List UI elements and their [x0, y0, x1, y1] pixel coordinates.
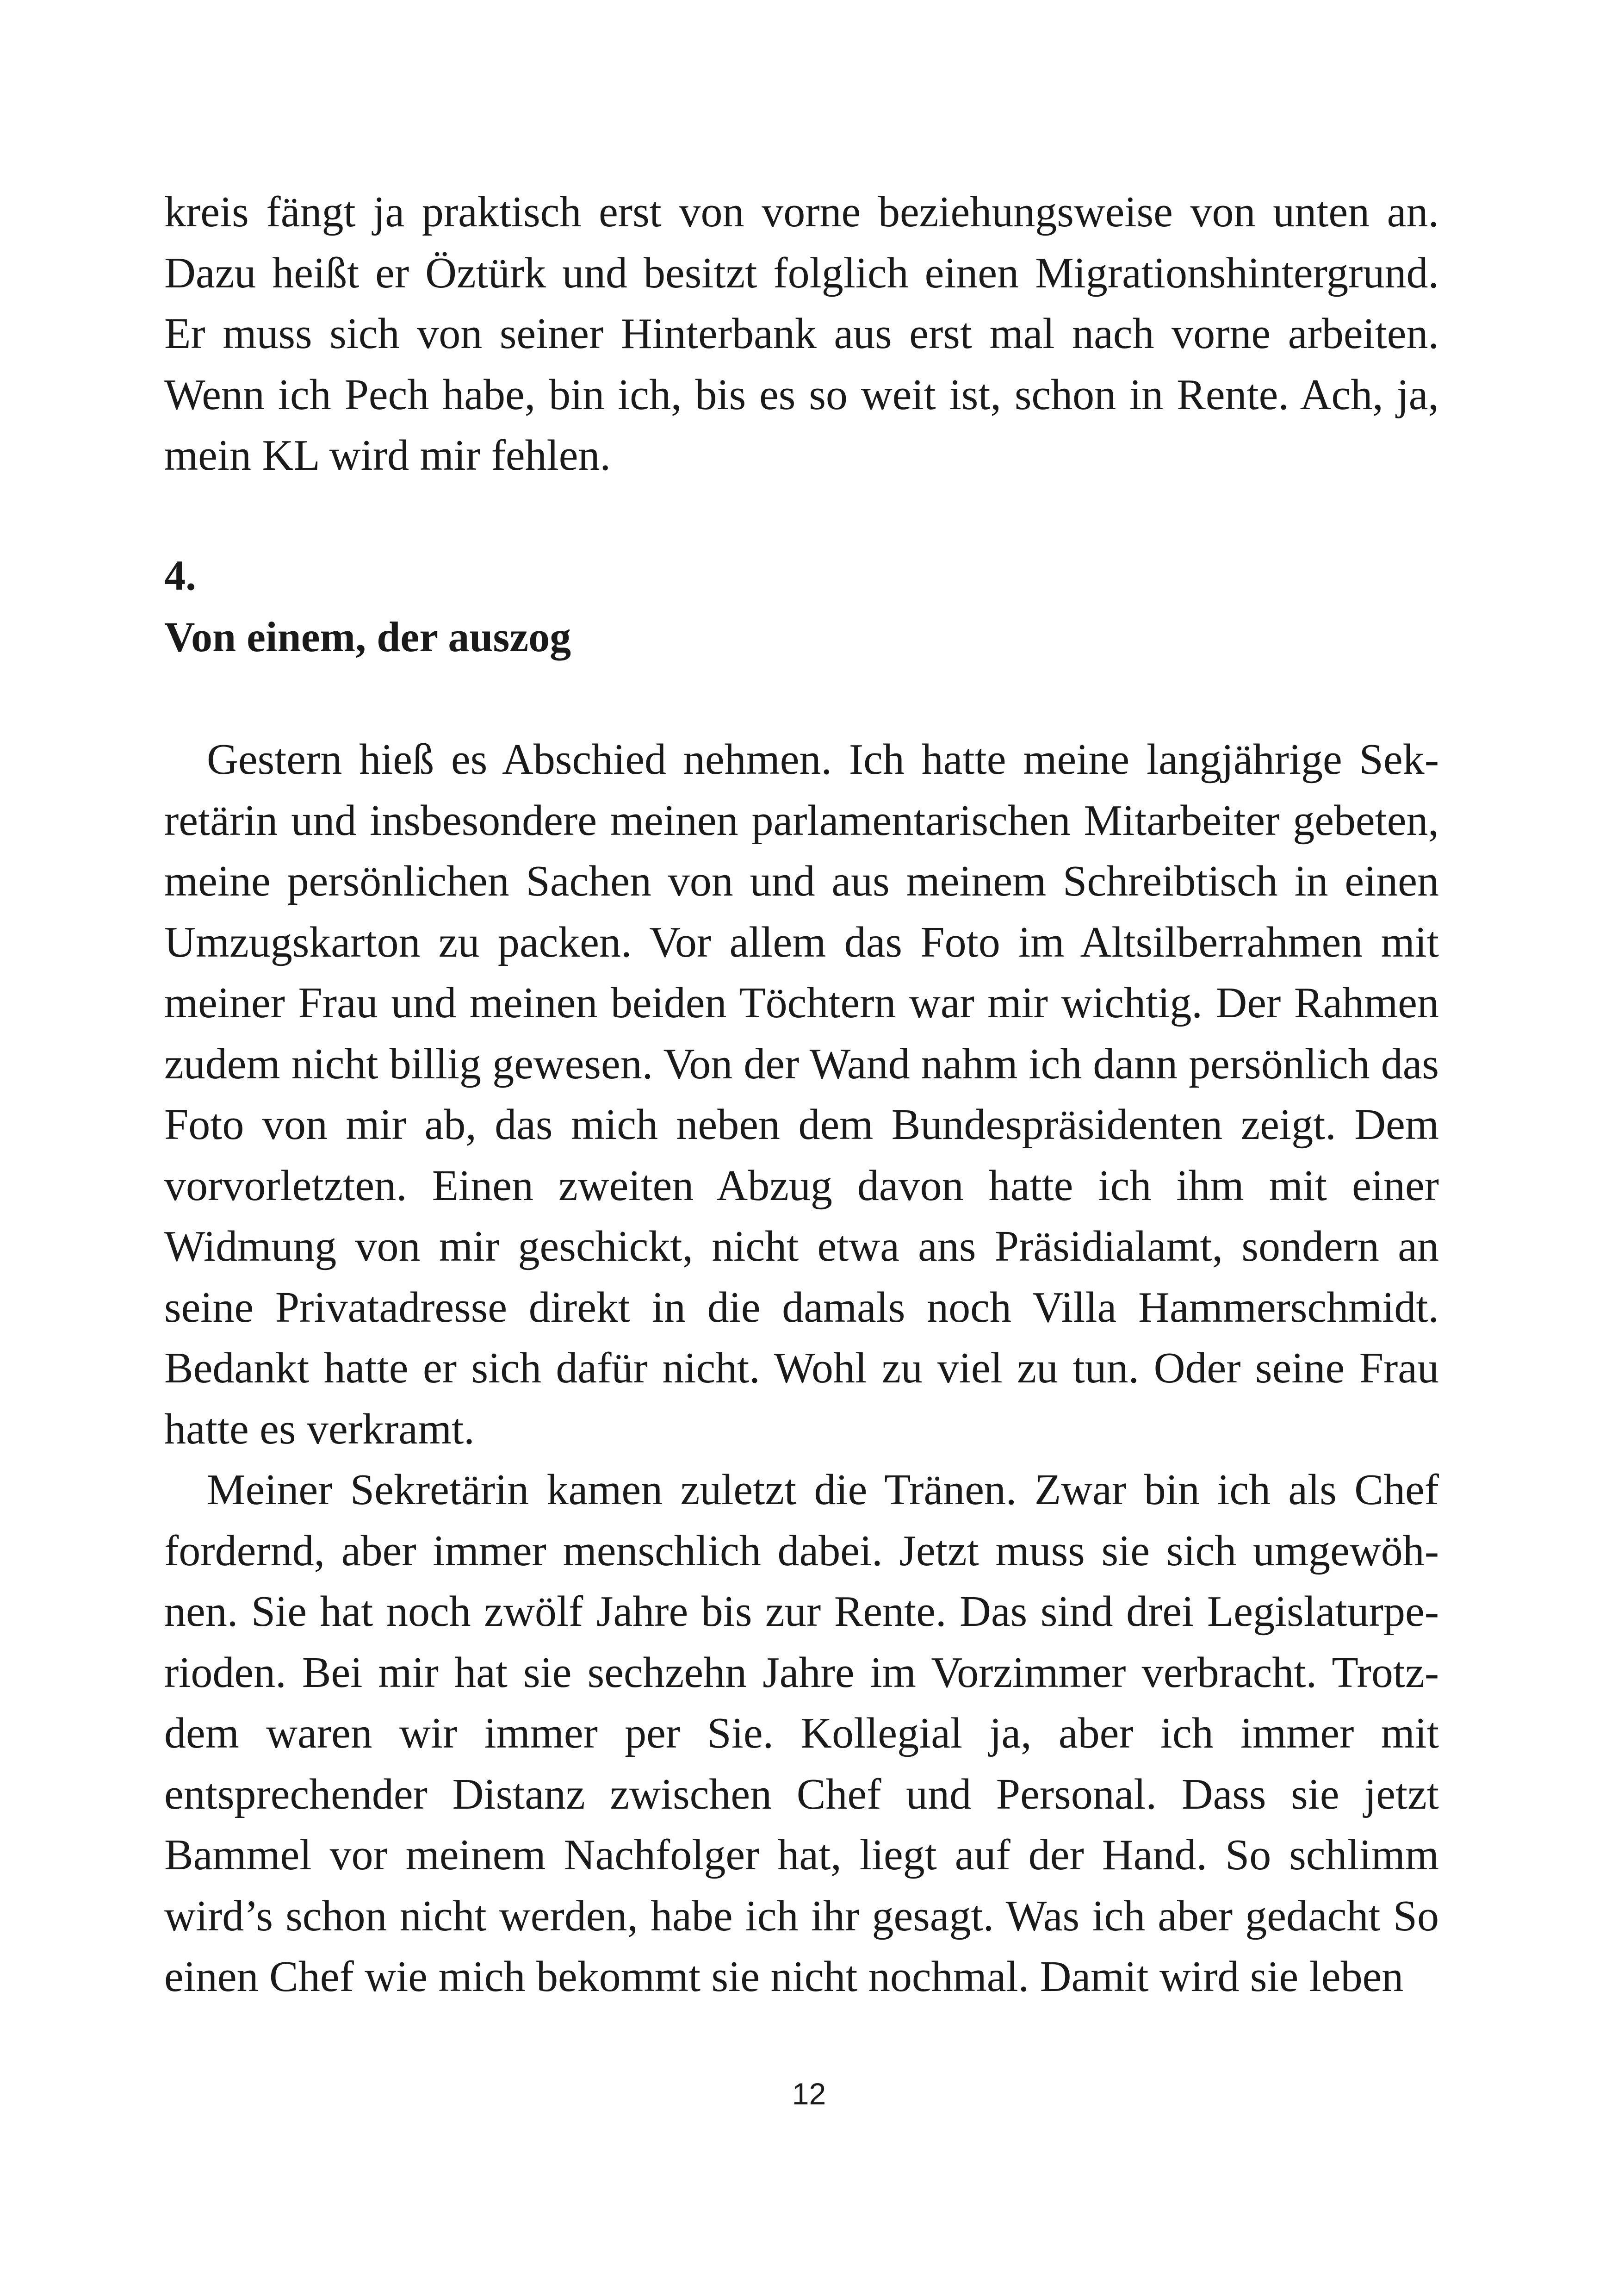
page-number: 12	[792, 2077, 826, 2111]
chapter-body	[164, 729, 1439, 2008]
intro-paragraph: kreis fängt ja praktisch erst von vorne beziehungsweise von unten an. Dazu heißt er Öztürk und besitzt folglich einen Migrationshintergrund. Er muss sich von seiner Hinterbank aus erst mal nach vorne arbeiten. Wenn ich Pech habe, bin ich, bis es so weit ist, schon in Rente. Ach, ja, mein KL wird mir fehlen.	[164, 188, 1439, 479]
body-paragraph-2: Meiner Sekretärin kamen zuletzt die Tränen. Zwar bin ich als Chef fordernd, aber immer menschlich dabei. Jetzt muss sie sich umgewöhnen. Sie hat noch zwölf Jahre bis zur Rente. Das sind drei Legislaturperioden. Bei mir hat sie sechzehn Jahre im Vorzimmer verbracht. Trotzdem waren wir immer per Sie. Kollegial ja, aber ich immer mit entsprechender Distanz zwischen Chef und Personal. Dass sie jetzt Bammel vor meinem Nachfolger hat, liegt auf der Hand. So schlimm wird’s schon nicht werden, habe ich ihr gesagt. Was ich aber gedacht So einen Chef wie mich bekommt sie nicht nochmal. Damit wird sie leben	[164, 1466, 1439, 2001]
chapter-title: Von einem, der auszog	[164, 613, 571, 660]
body-paragraph-1: Gestern hieß es Abschied nehmen. Ich hatte meine langjährige Sekretärin und insbesondere meinen parlamentarischen Mitarbeiter gebeten, meine persönlichen Sachen von und aus meinem Schreibtisch in einen Umzugskarton zu packen. Vor allem das Foto im Altsilberrahmen mit meiner Frau und meinen beiden Töchtern war mir wichtig. Der Rahmen zudem nicht billig gewesen. Von der Wand nahm ich dann persönlich das Foto von mir ab, das mich neben dem Bundespräsidenten zeigt. Dem vorvorletzten. Einen zweiten Abzug davon hatte ich ihm mit einer Widmung von mir geschickt, nicht etwa ans Präsidialamt, sondern an seine Privatadresse direkt in die damals noch Villa Hammerschmidt. Bedankt hatte er sich dafür nicht. Wohl zu viel zu tun. Oder seine Frau hatte es verkramt.	[164, 735, 1439, 1453]
intro-text	[164, 182, 1439, 486]
chapter-number: 4.	[164, 552, 196, 599]
